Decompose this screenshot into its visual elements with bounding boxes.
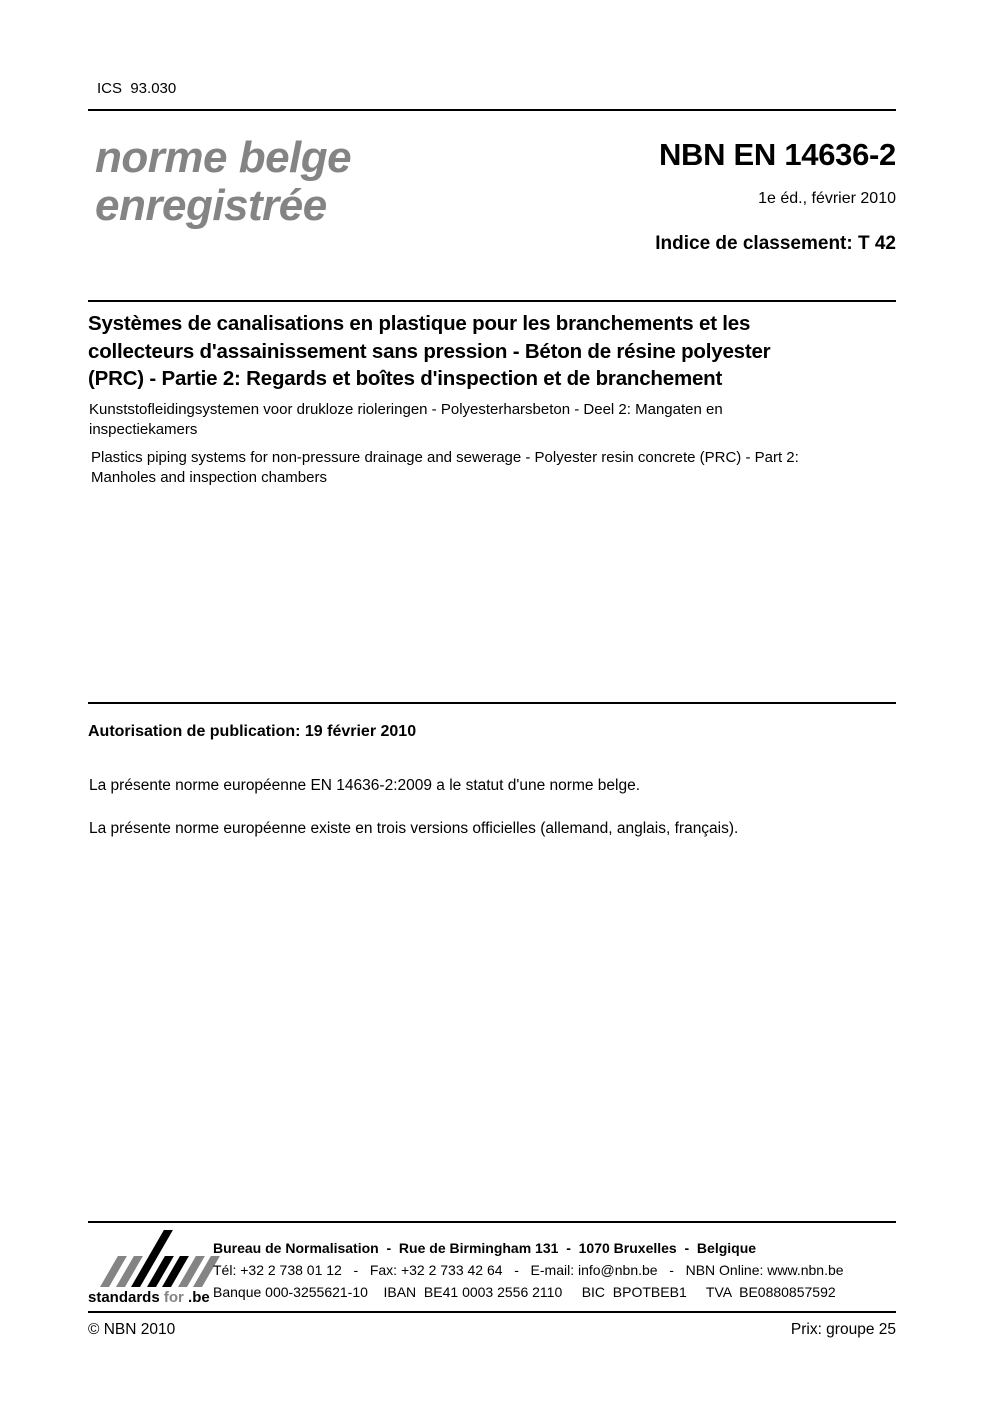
title-dutch-line1: Kunststofleidingsystemen voor drukloze rioleringen - Polyesterharsbeton - Deel 2: Mangaten en xyxy=(89,401,723,418)
footer-address: Bureau de Normalisation - Rue de Birmingham 131 - 1070 Bruxelles - Belgique xyxy=(213,1240,757,1256)
footer-contact: Tél: +32 2 738 01 12 - Fax: +32 2 733 42 64 - E-mail: info@nbn.be - NBN Online: www.nbn.be xyxy=(213,1262,844,1278)
header-divider xyxy=(88,109,896,111)
title-dutch-line2: inspectiekamers xyxy=(89,420,198,438)
status-note: La présente norme européenne EN 14636-2:2009 a le statut d'une norme belge. xyxy=(89,777,641,794)
edition-date: 1e éd., février 2010 xyxy=(758,190,896,207)
tagline-be: .be xyxy=(188,1289,210,1306)
title-english-line2: Manholes and inspection chambers xyxy=(91,468,327,486)
title-english-line1: Plastics piping systems for non-pressure drainage and sewerage - Polyester resin concrete (PRC) - Part 2: xyxy=(91,449,799,466)
title-french-line2: collecteurs d'assainissement sans pression - Béton de résine polyester xyxy=(88,339,771,363)
footer-bank: Banque 000-3255621-10 IBAN BE41 0003 2556 2110 BIC BPOTBEB1 TVA BE0880857592 xyxy=(213,1284,836,1300)
document-type-title xyxy=(95,134,351,230)
nbn-logo-icon xyxy=(100,1230,209,1287)
versions-note: La présente norme européenne existe en trois versions officielles (allemand, anglais, français). xyxy=(89,820,739,837)
title-french-line3: (PRC) - Partie 2: Regards et boîtes d'inspection et de branchement xyxy=(88,367,723,390)
title-top-divider xyxy=(88,300,896,302)
nbn-logo-tagline xyxy=(88,1289,210,1306)
standard-number: NBN EN 14636-2 xyxy=(658,137,896,172)
title-french-line1: Systèmes de canalisations en plastique pour les branchements et les xyxy=(88,312,751,335)
tagline-for: for xyxy=(163,1289,189,1306)
price-group: Prix: groupe 25 xyxy=(790,1321,896,1338)
tagline-standards: standards xyxy=(88,1289,164,1306)
title-dutch xyxy=(89,400,723,439)
title-english xyxy=(91,448,799,487)
publication-authorization: Autorisation de publication: 19 février 2010 xyxy=(88,723,417,740)
title-french xyxy=(88,310,770,393)
classification-index: Indice de classement: T 42 xyxy=(655,233,896,254)
bottom-divider xyxy=(88,1311,896,1313)
doc-type-line2: enregistrée xyxy=(95,181,327,230)
ics-code: ICS 93.030 xyxy=(97,80,177,97)
doc-type-line1: norme belge xyxy=(95,133,352,182)
copyright-notice: © NBN 2010 xyxy=(88,1321,176,1338)
footer-top-divider xyxy=(88,1221,896,1223)
publication-divider xyxy=(88,702,896,704)
